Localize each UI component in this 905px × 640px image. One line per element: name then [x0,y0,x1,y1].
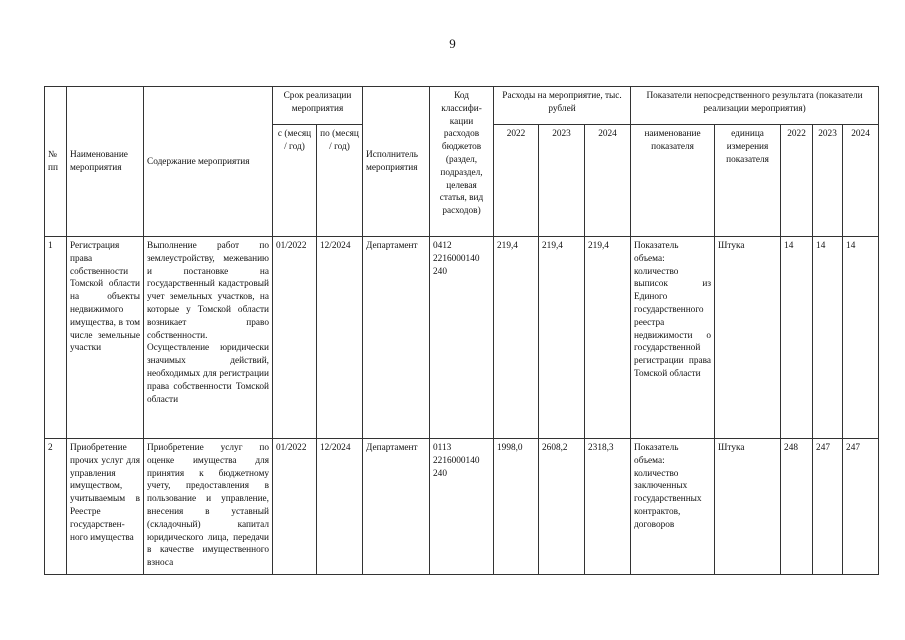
measures-table [44,86,879,575]
header-expenses: Расходы на мероприятие, тыс. рублей [494,87,631,125]
row-indicator: Показатель объема: количество выписок из Единого государственного реестра недвижимости о государственной регистрации права Томской области [631,237,715,439]
header-name: Наименование мероприятия [67,87,144,237]
row-exp: 2608,2 [539,439,585,575]
header-exp-year: 2022 [494,125,539,237]
row-val: 248 [781,439,813,575]
row-exp: 219,4 [585,237,631,439]
header-indicator-unit: единица измерения показателя [715,125,781,237]
row-val: 14 [781,237,813,439]
row-from: 01/2022 [273,439,317,575]
header-term-to: по (месяц / год) [317,125,363,237]
row-unit: Штука [715,439,781,575]
header-executor: Исполнитель мероприятия [363,87,430,237]
row-exp: 219,4 [539,237,585,439]
row-num: 2 [45,439,67,575]
header-term: Срок реализации мероприятия [273,87,363,125]
header-content: Содержание мероприятия [144,87,273,237]
header-row-top [45,87,879,125]
header-indicators: Показатели непосредственного результата (показатели реализации мероприятия) [631,87,879,125]
row-code: 0412 2216000140 240 [433,241,480,277]
row-exp: 2318,3 [585,439,631,575]
table-row [45,439,879,575]
row-num: 1 [45,237,67,439]
row-executor: Департамент [363,439,430,575]
row-content: Выполнение работ по землеустройству, межеванию и постановке на государственный кадастровый учет земельных участков, на которые у Томской области возникает право собственности. Осуществление юридически значимых действий, необходимых для регистрации права собственности Томской области [147,241,269,405]
row-to: 12/2024 [317,439,363,575]
header-code: Код классифи-кации расходов бюджетов (раздел, подраздел, целевая статья, вид расходов) [430,87,494,237]
row-exp: 219,4 [494,237,539,439]
page-number: 9 [449,36,456,51]
header-exp-year: 2024 [585,125,631,237]
header-val-year: 2023 [813,125,843,237]
header-val-year: 2022 [781,125,813,237]
row-executor: Департамент [363,237,430,439]
row-content: Приобретение услуг по оценке имущества для принятия к бюджетному учету, предоставления в пользование и управление, внесения в уставный (складочный) капитал юридического лица, передачи в качестве имущественного взноса [147,443,269,569]
row-val: 247 [813,439,843,575]
header-exp-year: 2023 [539,125,585,237]
row-indicator: Показатель объема: количество заключенных государственных контрактов, договоров [631,439,715,575]
header-num: № пп [45,87,67,237]
row-val: 14 [813,237,843,439]
row-to: 12/2024 [317,237,363,439]
row-code: 0113 2216000140 240 [433,443,480,479]
row-val: 14 [843,237,879,439]
header-indicator-name: наименование показателя [631,125,715,237]
row-name: Приобретение прочих услуг для управления имуществом, учитываемым в Реестре государствен-ного имущества [67,439,144,575]
row-from: 01/2022 [273,237,317,439]
row-exp: 1998,0 [494,439,539,575]
row-name: Регистрация права собственности Томской области на объекты недвижимого имущества, в том числе земельные участки [67,237,144,439]
header-val-year: 2024 [843,125,879,237]
row-unit: Штука [715,237,781,439]
header-term-from: с (месяц / год) [273,125,317,237]
table-row [45,237,879,439]
row-val: 247 [843,439,879,575]
